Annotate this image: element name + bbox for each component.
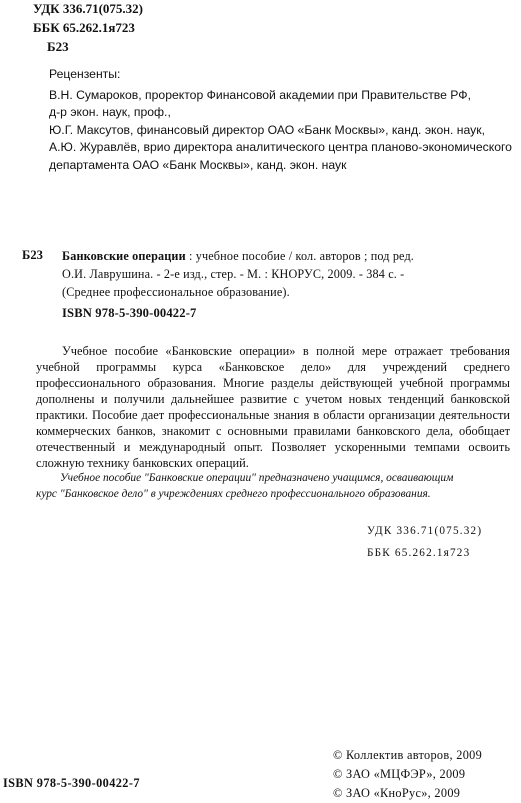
copyright-block bbox=[333, 746, 482, 803]
purpose-note bbox=[36, 471, 512, 502]
bibliographic-entry bbox=[62, 247, 414, 322]
purpose-line: Учебное пособие "Банковские операции" предназначено учащимся, осваивающим bbox=[60, 472, 454, 484]
reviewer-line: Ю.Г. Максутов, финансовый директор ОАО «Банк Москвы», канд. экон. наук, bbox=[49, 122, 485, 137]
bbk-code-repeat: ББК 65.262.1я723 bbox=[367, 547, 471, 559]
biblio-line: (Среднее профессиональное образование). bbox=[62, 285, 290, 299]
biblio-mark: Б23 bbox=[22, 248, 43, 262]
reviewer-line: д-р экон. наук, проф., bbox=[49, 105, 171, 119]
classification-codes bbox=[33, 0, 143, 56]
copyright-line: © ЗАО «МЦФЭР», 2009 bbox=[333, 767, 466, 781]
biblio-line: О.И. Лаврушина. - 2-е изд., стер. - М. : КНОРУС, 2009. - 384 с. - bbox=[62, 267, 405, 281]
reviewers-label: Рецензенты: bbox=[49, 67, 121, 81]
isbn: ISBN 978-5-390-00422-7 bbox=[62, 306, 197, 320]
biblio-line: : учебное пособие / кол. авторов ; под ред. bbox=[185, 249, 415, 263]
book-title: Банковские операции bbox=[62, 249, 186, 263]
reviewer-line: В.Н. Сумароков, проректор Финансовой академии при Правительстве РФ, bbox=[49, 87, 471, 102]
reviewer-line: А.Ю. Журавлёв, врио директора аналитического центра планово-экономического bbox=[49, 140, 512, 154]
bbk-code: ББК 65.262.1я723 bbox=[33, 20, 135, 35]
udk-code: УДК 336.71(075.32) bbox=[33, 1, 144, 16]
reviewers-block bbox=[49, 66, 512, 174]
author-mark: Б23 bbox=[47, 39, 69, 54]
reviewer-line: департамента ОАО «Банк Москвы», канд. экон. наук bbox=[49, 157, 347, 172]
annotation-paragraph: Учебное пособие «Банковские операции» в полной мере отражает требования учебной программы курса «Банковское дело» для учреждений среднего профессионального образования. Многие разделы действующей учебной программы дополнены и получили дальнейшее развитие с учетом новых тенденций банковской практики. Пособие дает профессиональные знания в области организации деятельности коммерческих банков, знакомит с основными правилами банковского дела, обобщает отечественный и международный опыт. Позволяет ускоренными темпами освоить сложную технику банковских операций. bbox=[36, 344, 510, 470]
purpose-line: курс "Банковское дело" в учреждениях среднего профессионального образования. bbox=[36, 487, 431, 500]
classification-repeat bbox=[367, 520, 482, 564]
udk-code-repeat: УДК 336.71(075.32) bbox=[367, 525, 483, 537]
copyright-line: © ЗАО «КноРус», 2009 bbox=[333, 786, 461, 800]
footer-isbn: ISBN 978-5-390-00422-7 bbox=[3, 776, 140, 790]
copyright-line: © Коллектив авторов, 2009 bbox=[333, 748, 483, 762]
